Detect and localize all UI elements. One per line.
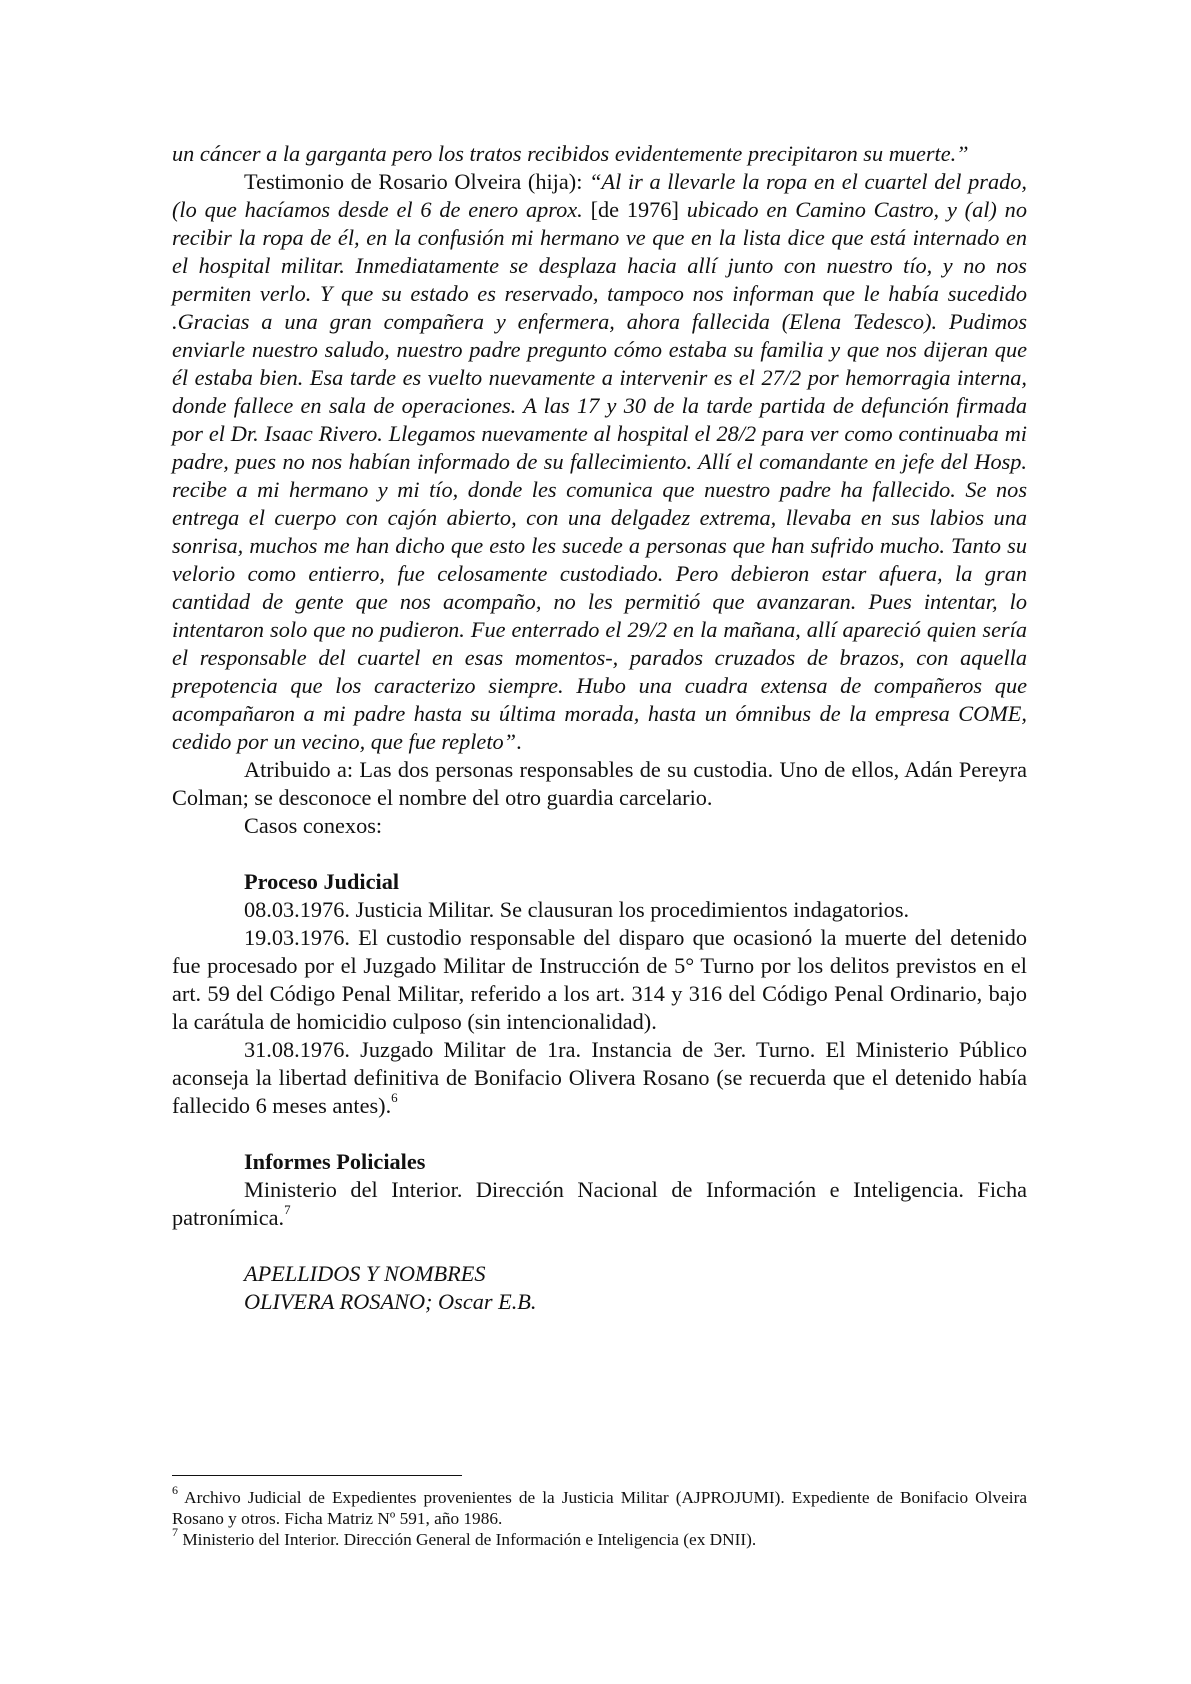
related-cases-paragraph: Casos conexos: xyxy=(244,813,383,838)
spacer xyxy=(172,840,1027,868)
judicial-entry-text: 31.08.1976. Juzgado Militar de 1ra. Instancia de 3er. Turno. El Ministerio Público aconseja la libertad definitiva de Bonifacio Olivera Rosano (se recuerda que el detenido había fallecido 6 meses antes). xyxy=(172,1037,1027,1118)
footnote-number: 7 xyxy=(172,1525,178,1540)
testimony-paragraph xyxy=(172,168,1027,756)
body-text xyxy=(172,140,1027,1316)
footnote-divider xyxy=(172,1475,462,1476)
section-heading-policial: Informes Policiales xyxy=(244,1149,426,1174)
testimony-quote-body: ubicado en Camino Castro, y (al) no recibir la ropa de él, en la confusión mi hermano ve que en la lista dice que está internado en el hospital militar. Inmediatamente se desplaza hacia allí junto con nuestro tío, y no nos permiten verlo. Y que su estado es reservado, tampoco nos informan que le había sucedido .Gracias a una gran compañera y enfermera, ahora fallecida (Elena Tedesco). Pudimos enviarle nuestro saludo, nuestro padre pregunto cómo estaba su familia y que nos dijeran que él estaba bien. Esa tarde es vuelto nuevamente a intervenir es el 27/2 por hemorragia interna, donde fallece en sala de operaciones. A las 17 y 30 de la tarde partida de defunción firmada por el Dr. Isaac Rivero. Llegamos nuevamente al hospital el 28/2 para ver como continuaba mi padre, pues no nos habían informado de su fallecimiento. Allí el comandante en jefe del Hosp. recibe a mi hermano y mi tío, donde les comunica que nuestro padre ha fallecido. Se nos entrega el cuerpo con cajón abierto, con una delgadez extrema, llevaba en sus labios una sonrisa, muchos me han dicho que esto les sucede a personas que han sufrido mucho. Tanto su velorio como entierro, fue celosamente custodiado. Pero debieron estar afuera, la gran cantidad de gente que nos acompaño, no les permitió que avanzaran. Pues intentar, lo intentaron solo que no pudieron. Fue enterrado el 29/2 en la mañana, allí apareció quien sería el responsable del cuartel en esas momentos-, parados cruzados de brazos, con aquella prepotencia que los caracterizo siempre. Hubo una cuadra extensa de compañeros que acompañaron a mi padre hasta su última morada, hasta un ómnibus de la empresa COME, cedido por un vecino, que fue repleto” xyxy=(172,197,1027,754)
judicial-entry: 19.03.1976. El custodio responsable del disparo que ocasionó la muerte del detenido fue procesado por el Juzgado Militar de Instrucción de 5° Turno por los delitos previstos en el art. 59 del Código Penal Militar, referido a los art. 314 y 316 del Código Penal Ordinario, bajo la carátula de homicidio culposo (sin intencionalidad). xyxy=(172,925,1027,1034)
attribution-paragraph: Atribuido a: Las dos personas responsables de su custodia. Uno de ellos, Adán Pereyra Colman; se desconoce el nombre del otro guardia carcelario. xyxy=(172,757,1027,810)
footnote-ref[interactable]: 7 xyxy=(284,1201,291,1217)
judicial-entry xyxy=(172,1036,1027,1120)
record-field-label: APELLIDOS Y NOMBRES xyxy=(244,1261,486,1286)
footnote xyxy=(172,1483,1027,1529)
footnote-text: Ministerio del Interior. Dirección General de Información e Inteligencia (ex DNII). xyxy=(178,1530,757,1549)
footnote-number: 6 xyxy=(172,1483,178,1498)
testimony-bracket-note: [de 1976] xyxy=(590,197,679,222)
policial-entry-text: Ministerio del Interior. Dirección Nacional de Información e Inteligencia. Ficha patronímica. xyxy=(172,1177,1027,1230)
paragraph-continuation: un cáncer a la garganta pero los tratos recibidos evidentemente precipitaron su muerte.” xyxy=(172,141,969,166)
footnote-text: Archivo Judicial de Expedientes provenientes de la Justicia Militar (AJPROJUMI). Expediente de Bonifacio Olveira Rosano y otros. Ficha Matriz Nº 591, año 1986. xyxy=(172,1488,1027,1528)
testimony-intro: Testimonio de Rosario Olveira (hija): xyxy=(244,169,590,194)
footnote-ref[interactable]: 6 xyxy=(391,1089,398,1105)
spacer xyxy=(172,1232,1027,1260)
footnote xyxy=(172,1525,1027,1550)
record-field-value: OLIVERA ROSANO; Oscar E.B. xyxy=(244,1289,537,1314)
policial-entry xyxy=(172,1176,1027,1232)
section-heading-judicial: Proceso Judicial xyxy=(244,869,400,894)
footnotes xyxy=(172,1483,1027,1550)
testimony-end-period: . xyxy=(516,729,522,754)
spacer xyxy=(172,1120,1027,1148)
testimony-quote-start: “Al ir a llevarle la ropa en el cuartel del prado, (lo que hacíamos desde el 6 de enero aprox. xyxy=(172,169,1028,222)
judicial-entry: 08.03.1976. Justicia Militar. Se clausuran los procedimientos indagatorios. xyxy=(244,897,910,922)
